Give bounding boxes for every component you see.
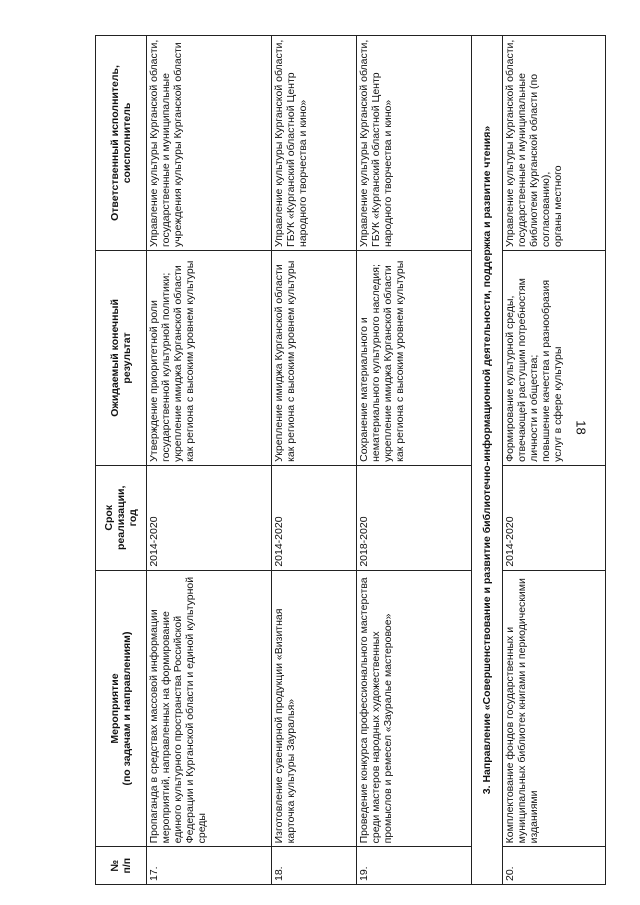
table-row <box>503 36 606 885</box>
row-result: Укрепление имиджа Курганской области как региона с высоким уровнем культуры <box>272 250 357 465</box>
header-responsible: Ответственный исполнитель, соисполнитель <box>96 36 147 251</box>
row-event: Комплектование фондов государственных и муниципальных библиотек книгами и периодическими изданиями <box>503 570 606 847</box>
header-event: Мероприятие (по задачам и направлениям) <box>96 570 147 847</box>
row-num: 17. <box>147 847 272 885</box>
table-row <box>272 36 357 885</box>
row-responsible: Управление культуры Курганской области, государственные и муниципальные библиотеки Курганской области (по согласованию), органы местного <box>503 36 606 251</box>
row-term: 2014-2020 <box>147 465 272 570</box>
section-heading-row <box>472 36 503 885</box>
row-num: 19. <box>357 847 472 885</box>
header-num: № п/п <box>96 847 147 885</box>
row-result: Утверждение приоритетной роли государственной культурной политики; укрепление имиджа Курганской области как региона с высоким уровнем культуры <box>147 250 272 465</box>
table-header-row <box>96 36 147 885</box>
row-responsible: Управление культуры Курганской области, государственные и муниципальные учреждения культуры Курганской области <box>147 36 272 251</box>
row-event: Изготовление сувенирной продукции «Визитная карточка культуры Зауралья» <box>272 570 357 847</box>
row-result: Сохранение материального и нематериального культурного наследия; укрепление имиджа Курганской области как региона с высоким уровнем культуры <box>357 250 472 465</box>
row-term: 2018-2020 <box>357 465 472 570</box>
header-term: Срок реализации, год <box>96 465 147 570</box>
table-row <box>147 36 272 885</box>
row-event: Проведение конкурса профессионального мастерства среди мастеров народных художественных промыслов и ремесел «Зауралье мастеровое» <box>357 570 472 847</box>
page-number: 18 <box>573 420 589 435</box>
table-row <box>357 36 472 885</box>
row-result: Формирование культурной среды, отвечающей растущим потребностям личности и общества; повышение качества и разнообразия услуг в сфере культуры <box>503 250 606 465</box>
header-result: Ожидаемый конечный результат <box>96 250 147 465</box>
events-table <box>95 35 606 885</box>
row-term: 2014-2020 <box>272 465 357 570</box>
row-term: 2014-2020 <box>503 465 606 570</box>
row-event: Пропаганда в средствах массовой информации мероприятий, направленных на формирование единого культурного пространства Российской Федерации и Курганской области и единой культурной среды <box>147 570 272 847</box>
row-num: 20. <box>503 847 606 885</box>
row-responsible: Управление культуры Курганской области, ГБУК «Курганский областной Центр народного творчества и кино» <box>357 36 472 251</box>
row-responsible: Управление культуры Курганской области, ГБУК «Курганский областной Центр народного творчества и кино» <box>272 36 357 251</box>
section-title: 3. Направление «Совершенствование и развитие библиотечно-информационной деятельности, поддержка и развитие чтения» <box>472 36 503 885</box>
row-num: 18. <box>272 847 357 885</box>
rotated-table-container <box>95 35 564 885</box>
